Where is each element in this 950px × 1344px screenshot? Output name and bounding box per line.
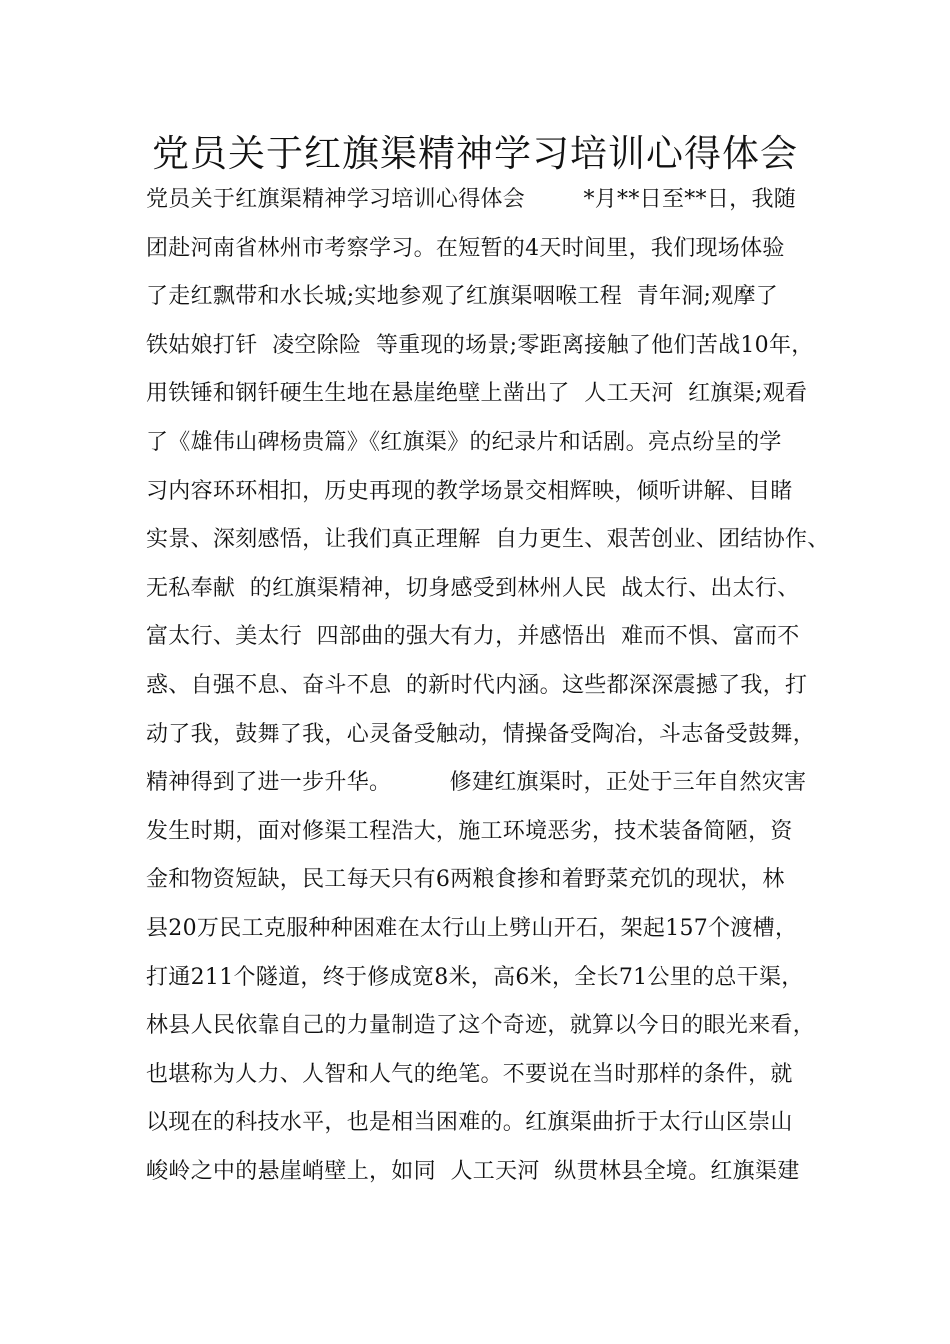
text-line: 习内容环环相扣，历史再现的教学场景交相辉映，倾听讲解、目睹 — [146, 478, 793, 504]
text-line: 动了我，鼓舞了我，心灵备受触动，情操备受陶冶，斗志备受鼓舞， — [146, 721, 816, 747]
document-body — [146, 176, 836, 1196]
text-line: 峻岭之中的悬崖峭壁上，如同 人工天河 纵贯林县全境。红旗渠建 — [146, 1158, 800, 1184]
text-line: 精神得到了进一步升华。 修建红旗渠时，正处于三年自然灾害 — [146, 770, 807, 796]
text-line: 实景、深刻感悟，让我们真正理解 自力更生、艰苦创业、团结协作、 — [146, 527, 830, 553]
text-line: 党员关于红旗渠精神学习培训心得体会 *月**日至**日，我随 — [146, 187, 797, 212]
text-line: 了《雄伟山碑杨贵篇》《红旗渠》的纪录片和话剧。亮点纷呈的学 — [146, 429, 782, 455]
text-line: 发生时期，面对修渠工程浩大，施工环境恶劣，技术装备简陋，资 — [146, 818, 793, 844]
text-line: 无私奉献 的红旗渠精神，切身感受到林州人民 战太行、出太行、 — [146, 575, 800, 601]
text-line: 林县人民依靠自己的力量制造了这个奇迹，就算以今日的眼光来看， — [146, 1013, 816, 1039]
text-line: 金和物资短缺，民工每天只有6两粮食掺和着野菜充饥的现状，林 — [146, 867, 785, 893]
text-line: 团赴河南省林州市考察学习。在短暂的4天时间里，我们现场体验 — [146, 235, 785, 261]
text-line: 了走红飘带和水长城;实地参观了红旗渠咽喉工程 青年洞;观摩了 — [146, 284, 779, 310]
text-line: 惑、自强不息、奋斗不息 的新时代内涵。这些都深深震撼了我，打 — [146, 672, 808, 698]
text-line: 县20万民工克服种种困难在太行山上劈山开石，架起157个渡槽， — [146, 915, 798, 941]
document-title: 党员关于红旗渠精神学习培训心得体会 — [152, 132, 798, 175]
text-line: 也堪称为人力、人智和人气的绝笔。不要说在当时那样的条件，就 — [146, 1061, 793, 1087]
text-line: 铁姑娘打钎 凌空除险 等重现的场景;零距离接触了他们苦战10年， — [146, 332, 814, 358]
text-line: 富太行、美太行 四部曲的强大有力，并感悟出 难而不惧、富而不 — [146, 624, 800, 650]
text-line: 用铁锤和钢钎硬生生地在悬崖绝壁上凿出了 人工天河 红旗渠;观看 — [146, 381, 808, 407]
text-line: 打通211个隧道，终于修成宽8米，高6米，全长71公里的总干渠， — [146, 964, 804, 990]
text-line: 以现在的科技水平，也是相当困难的。红旗渠曲折于太行山区崇山 — [146, 1110, 793, 1136]
